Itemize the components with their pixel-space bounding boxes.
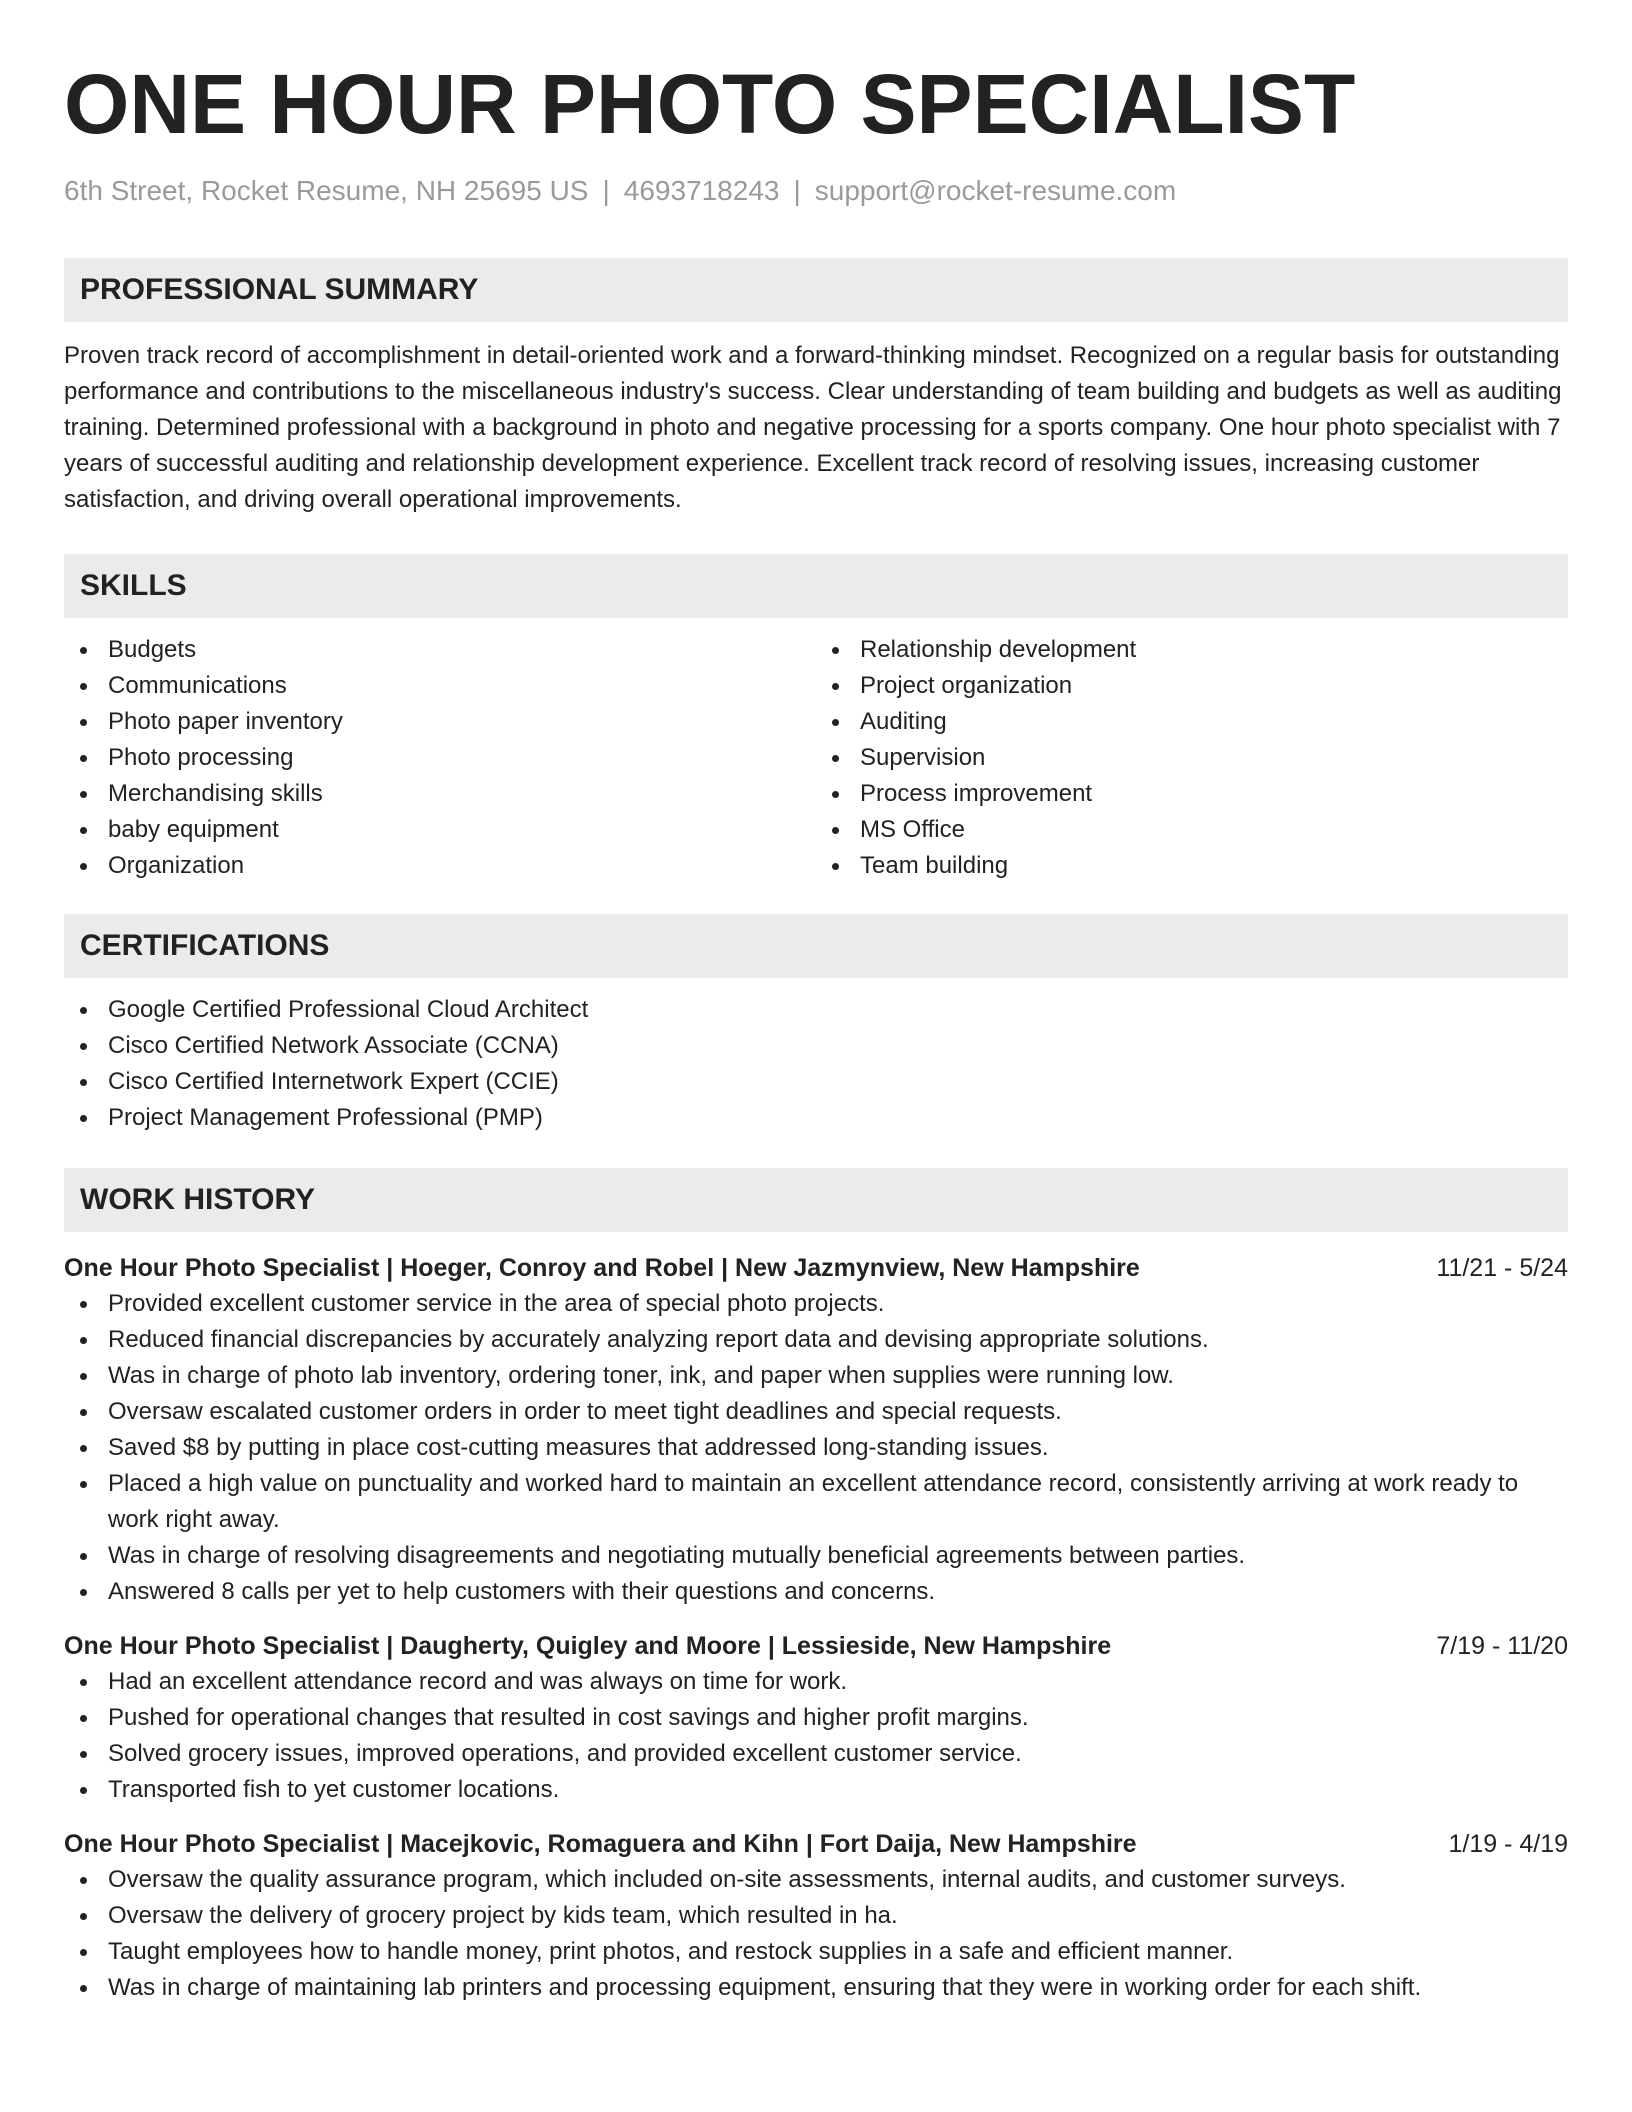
- contact-line: [64, 174, 1568, 208]
- list-item: MS Office: [816, 812, 1568, 848]
- skills-list-right: [816, 632, 1568, 884]
- job-header: [64, 1826, 1568, 1862]
- list-item: Reduced financial discrepancies by accurately analyzing report data and devising appropriate solutions.: [64, 1322, 1568, 1358]
- job-title: One Hour Photo Specialist | Macejkovic, Romaguera and Kihn | Fort Daija, New Hampshire: [64, 1830, 1137, 1858]
- job-entry: [64, 1628, 1568, 1808]
- list-item: Oversaw escalated customer orders in order to meet tight deadlines and special requests.: [64, 1394, 1568, 1430]
- job-header: [64, 1250, 1568, 1286]
- list-item: Organization: [64, 848, 816, 884]
- certifications-heading: CERTIFICATIONS: [64, 914, 1568, 978]
- certifications-section: [64, 914, 1568, 1136]
- list-item: Merchandising skills: [64, 776, 816, 812]
- list-item: Photo processing: [64, 740, 816, 776]
- list-item: Relationship development: [816, 632, 1568, 668]
- list-item: Answered 8 calls per yet to help customers with their questions and concerns.: [64, 1574, 1568, 1610]
- job-dates: 11/21 - 5/24: [1436, 1254, 1568, 1282]
- list-item: Was in charge of resolving disagreements and negotiating mutually beneficial agreements between parties.: [64, 1538, 1568, 1574]
- list-item: Oversaw the quality assurance program, which included on-site assessments, internal audits, and customer surveys.: [64, 1862, 1568, 1898]
- list-item: Was in charge of maintaining lab printers and processing equipment, ensuring that they were in working order for each shift.: [64, 1970, 1568, 2006]
- list-item: Cisco Certified Internetwork Expert (CCIE): [64, 1064, 1568, 1100]
- list-item: baby equipment: [64, 812, 816, 848]
- list-item: Oversaw the delivery of grocery project by kids team, which resulted in ha.: [64, 1898, 1568, 1934]
- job-title: One Hour Photo Specialist | Daugherty, Quigley and Moore | Lessieside, New Hampshire: [64, 1632, 1112, 1660]
- list-item: Photo paper inventory: [64, 704, 816, 740]
- list-item: Had an excellent attendance record and was always on time for work.: [64, 1664, 1568, 1700]
- list-item: Solved grocery issues, improved operations, and provided excellent customer service.: [64, 1736, 1568, 1772]
- contact-email: support@rocket-resume.com: [814, 175, 1177, 206]
- list-item: Budgets: [64, 632, 816, 668]
- list-item: Placed a high value on punctuality and worked hard to maintain an excellent attendance record, consistently arriving at work ready to work right away.: [64, 1466, 1568, 1538]
- skills-column-left: [64, 632, 816, 884]
- summary-text: Proven track record of accomplishment in detail-oriented work and a forward-thinking mindset. Recognized on a regular basis for outstanding performance and contributions to the miscellaneous industry's success. Clear understanding of team building and budgets as well as auditing training. Determined professional with a background in photo and negative processing for a sports company. One hour photo specialist with 7 years of successful auditing and relationship development experience. Excellent track record of resolving issues, increasing customer satisfaction, and driving overall operational improvements.: [64, 342, 1562, 513]
- list-item: Communications: [64, 668, 816, 704]
- skills-grid: [64, 632, 1568, 884]
- job-dates: 7/19 - 11/20: [1436, 1632, 1568, 1660]
- skills-heading: SKILLS: [64, 554, 1568, 618]
- list-item: Pushed for operational changes that resulted in cost savings and higher profit margins.: [64, 1700, 1568, 1736]
- job-dates: 1/19 - 4/19: [1448, 1830, 1568, 1858]
- summary-heading: PROFESSIONAL SUMMARY: [64, 258, 1568, 322]
- resume-name: ONE HOUR PHOTO SPECIALIST: [64, 57, 1356, 151]
- list-item: Project organization: [816, 668, 1568, 704]
- skills-section: [64, 554, 1568, 884]
- job-bullets: [64, 1286, 1568, 1610]
- work-history-section: [64, 1168, 1568, 2006]
- job-entry: [64, 1826, 1568, 2006]
- contact-separator: |: [793, 175, 801, 206]
- list-item: Provided excellent customer service in the area of special photo projects.: [64, 1286, 1568, 1322]
- job-title: One Hour Photo Specialist | Hoeger, Conroy and Robel | New Jazmynview, New Hampshire: [64, 1254, 1140, 1282]
- list-item: Process improvement: [816, 776, 1568, 812]
- contact-phone: 4693718243: [623, 175, 780, 206]
- list-item: Google Certified Professional Cloud Architect: [64, 992, 1568, 1028]
- list-item: Supervision: [816, 740, 1568, 776]
- list-item: Saved $8 by putting in place cost-cutting measures that addressed long-standing issues.: [64, 1430, 1568, 1466]
- list-item: Cisco Certified Network Associate (CCNA): [64, 1028, 1568, 1064]
- contact-separator: |: [602, 175, 610, 206]
- skills-list-left: [64, 632, 816, 884]
- job-header: [64, 1628, 1568, 1664]
- job-bullets: [64, 1862, 1568, 2006]
- work-history-heading: WORK HISTORY: [64, 1168, 1568, 1232]
- certifications-list: [64, 992, 1568, 1136]
- job-bullets: [64, 1664, 1568, 1808]
- list-item: Team building: [816, 848, 1568, 884]
- job-entry: [64, 1250, 1568, 1610]
- list-item: Transported fish to yet customer locations.: [64, 1772, 1568, 1808]
- contact-address: 6th Street, Rocket Resume, NH 25695 US: [64, 175, 589, 206]
- list-item: Project Management Professional (PMP): [64, 1100, 1568, 1136]
- summary-section: [64, 258, 1568, 518]
- list-item: Was in charge of photo lab inventory, ordering toner, ink, and paper when supplies were running low.: [64, 1358, 1568, 1394]
- list-item: Auditing: [816, 704, 1568, 740]
- list-item: Taught employees how to handle money, print photos, and restock supplies in a safe and efficient manner.: [64, 1934, 1568, 1970]
- skills-column-right: [816, 632, 1568, 884]
